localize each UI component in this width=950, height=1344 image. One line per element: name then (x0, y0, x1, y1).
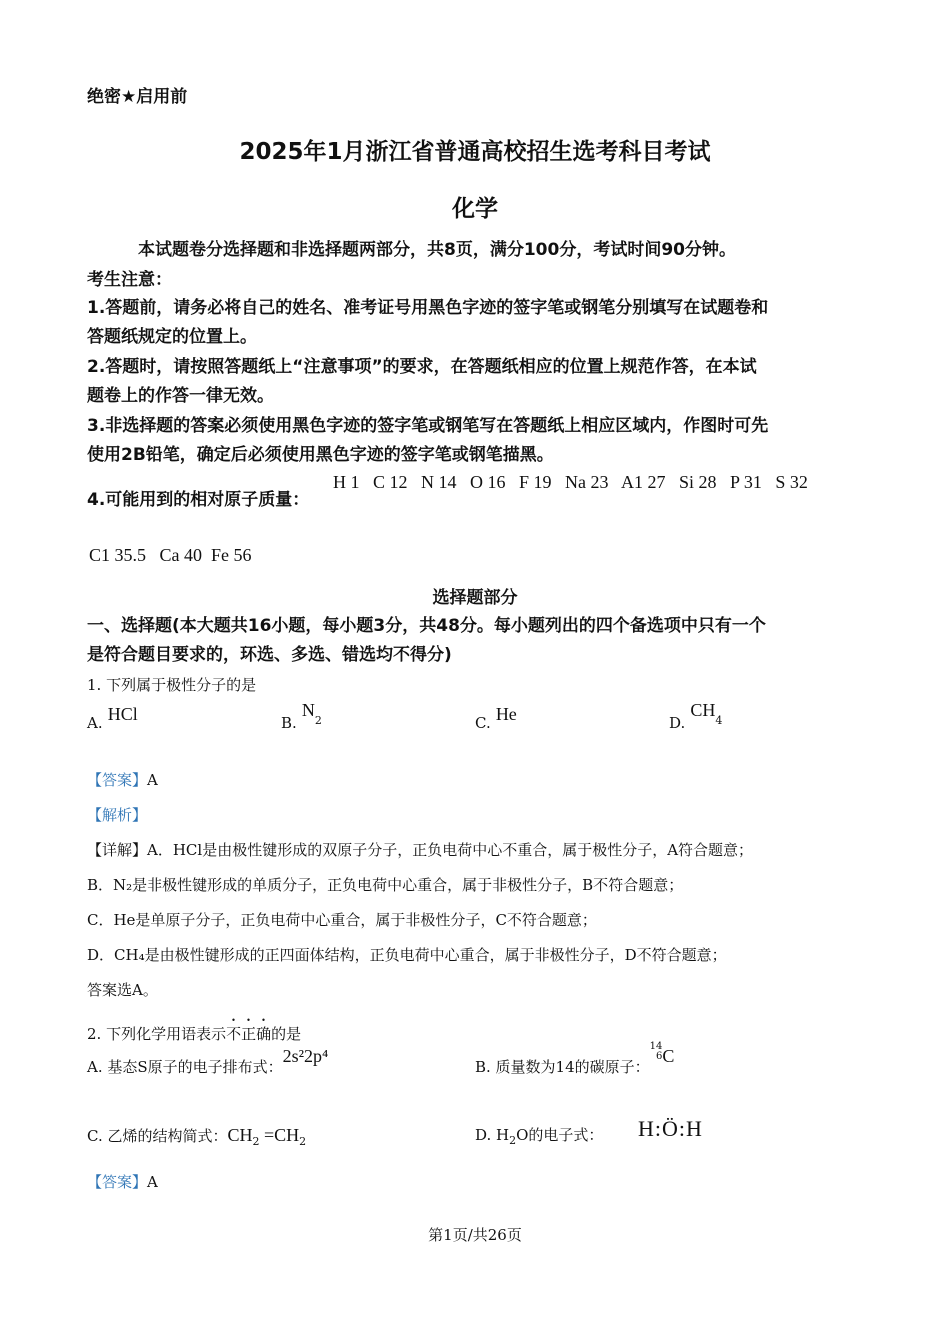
notice-line: 2.答题时，请按照答题纸上“注意事项”的要求，在答题纸相应的位置上规范作答，在本试 (87, 357, 757, 377)
q1-explain-line: 答案选A。 (87, 981, 158, 999)
q1-detail: 【详解】A．HCl是由极性键形成的双原子分子，正负电荷中心不重合，属于极性分子，A符合题意； (87, 841, 754, 859)
q1-explain-line: B．N₂是非极性键形成的单质分子，正负电荷中心重合，属于非极性分子，B不符合题意； (87, 876, 684, 894)
question-1-stem: 1. 下列属于极性分子的是 (87, 676, 257, 694)
notice-line: 3.非选择题的答案必须使用黑色字迹的签字笔或钢笔写在答题纸上相应区域内，作图时可先 (87, 416, 769, 436)
q2-option-d: D. $H_2O$的电子式： (475, 1126, 604, 1148)
question-2-stem: 2. 下列化学用语表示不正确的是 (87, 1025, 302, 1043)
q1-option-d: D. $CH_4$ (669, 700, 723, 732)
page-footer: 第1页/共26页 (428, 1226, 522, 1244)
page-title: 2025年1月浙江省普通高校招生选考科目考试 (239, 139, 711, 165)
q1-analysis-tag: 【解析】 (87, 806, 148, 824)
q1-explain-line: C．He是单原子分子，正负电荷中心重合，属于非极性分子，C不符合题意； (87, 911, 597, 929)
intro: 本试题卷分选择题和非选择题两部分，共8页，满分100分，考试时间90分钟。 (138, 240, 736, 260)
q1-option-b: B. $N_2$ (281, 700, 322, 732)
part-heading: 是符合题目要求的，环选、多选、错选均不得分) (87, 645, 452, 665)
confidential-header: 绝密★启用前 (87, 87, 188, 107)
q2-option-a: A. 基态S原子的电子排布式：2s²2p⁴ (87, 1046, 329, 1076)
q1-answer: 【答案】A (87, 771, 158, 789)
section-title: 选择题部分 (432, 588, 518, 608)
q2-option-b: B. 质量数为14的碳原子：14 6C (475, 1041, 675, 1076)
q1-explain-line: D．CH₄是由极性键形成的正四面体结构，正负电荷中心重合，属于非极性分子，D不符合题意； (87, 946, 727, 964)
notice-line: 1.答题前，请务必将自己的姓名、准考证号用黑色字迹的签字笔或钢笔分别填写在试题卷和 (87, 298, 769, 318)
q2-answer: 【答案】A (87, 1173, 158, 1191)
atomic-mass-line2: C1 35.5 Ca 40 Fe 56 (89, 545, 252, 565)
q1-option-c: C. He (475, 704, 517, 732)
water-electron-formula: H:Ö:H (638, 1116, 703, 1141)
subject-title: 化学 (452, 196, 498, 222)
notice-line: 答题纸规定的位置上。 (87, 327, 257, 347)
atomic-mass-line1: H 1 C 12 N 14 O 16 F 19 Na 23 A1 27 Si 28 P 31 S 32 (333, 472, 808, 492)
part-heading: 一、选择题(本大题共16小题，每小题3分，共48分。每小题列出的四个备选项中只有一个 (87, 616, 766, 636)
q1-option-a: A. HCl (87, 704, 138, 732)
atomic-mass-label: 4.可能用到的相对原子质量： (87, 490, 310, 510)
notice-title: 考生注意： (87, 270, 172, 290)
notice-line: 使用2B铅笔，确定后必须使用黑色字迹的签字笔或钢笔描黑。 (87, 445, 554, 465)
notice-line: 题卷上的作答一律无效。 (87, 386, 274, 406)
q2-option-c: C. 乙烯的结构简式：$CH_2 =CH_2$ (87, 1125, 307, 1149)
